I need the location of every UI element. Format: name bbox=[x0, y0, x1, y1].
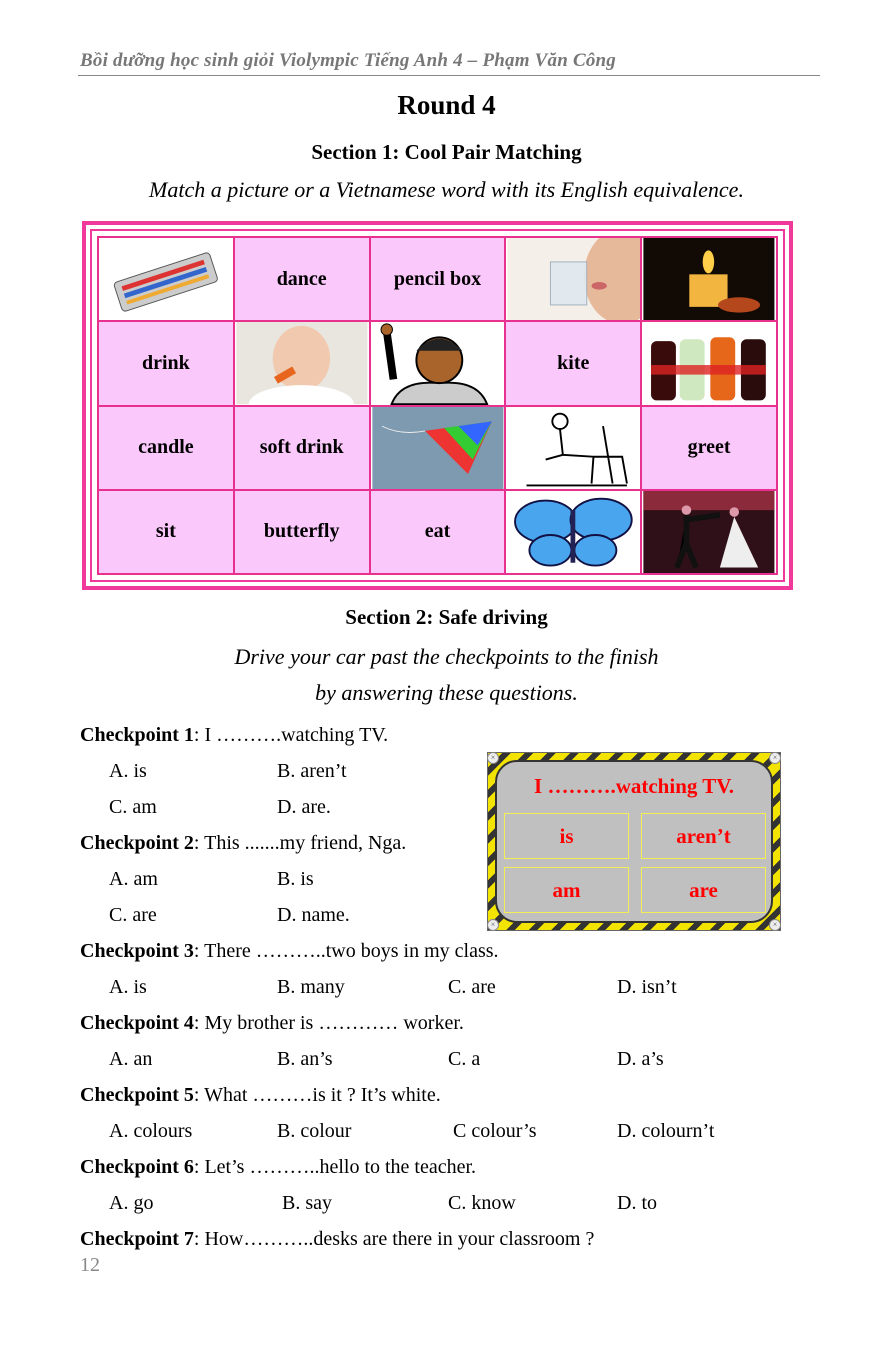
checkpoint-question-text: : What ………is it ? It’s white. bbox=[193, 1084, 441, 1106]
answer-option[interactable]: A. is bbox=[109, 760, 147, 782]
checkpoint-question bbox=[80, 1084, 441, 1107]
match-cell-picture[interactable] bbox=[506, 407, 642, 491]
match-cell-word[interactable] bbox=[371, 238, 507, 322]
dancing-couple-icon bbox=[642, 491, 776, 573]
match-cell-label: soft drink bbox=[259, 436, 344, 459]
checkpoint-question-text: : How………..desks are there in your classroom ? bbox=[193, 1228, 595, 1250]
match-cell-label: candle bbox=[138, 436, 194, 459]
checkpoint-label: Checkpoint 7 bbox=[80, 1228, 194, 1250]
header-rule bbox=[78, 75, 820, 76]
checkpoint-label: Checkpoint 2 bbox=[80, 832, 194, 854]
checkpoint-question bbox=[80, 1228, 594, 1251]
matching-grid-cells bbox=[97, 236, 778, 575]
baby-eating-icon bbox=[235, 322, 369, 404]
game-answer-button[interactable]: aren’t bbox=[641, 813, 766, 859]
checkpoint-label: Checkpoint 1 bbox=[80, 724, 194, 746]
section2-instruction-2: by answering these questions. bbox=[315, 680, 578, 705]
answer-option[interactable]: C. am bbox=[109, 796, 157, 818]
kite-icon bbox=[371, 407, 505, 489]
match-cell-word[interactable] bbox=[99, 491, 235, 575]
butterfly-icon bbox=[506, 491, 640, 573]
checkpoint-label: Checkpoint 3 bbox=[80, 940, 194, 962]
matching-grid bbox=[82, 221, 793, 590]
answer-option[interactable]: B. is bbox=[277, 868, 314, 890]
answer-option[interactable]: C colour’s bbox=[453, 1120, 537, 1142]
match-cell-label: greet bbox=[687, 436, 731, 459]
match-cell-word[interactable] bbox=[371, 491, 507, 575]
answer-option[interactable]: B. colour bbox=[277, 1120, 352, 1142]
answer-option[interactable]: A. an bbox=[109, 1048, 153, 1070]
match-cell-picture[interactable] bbox=[371, 407, 507, 491]
match-cell-word[interactable] bbox=[235, 407, 371, 491]
game-answer-button[interactable]: are bbox=[641, 867, 766, 913]
checkpoint-label: Checkpoint 6 bbox=[80, 1156, 194, 1178]
checkpoint-question-text: : I ……….watching TV. bbox=[193, 724, 389, 746]
checkpoint-question bbox=[80, 940, 499, 963]
checkpoint-question-text: : Let’s ………..hello to the teacher. bbox=[193, 1156, 477, 1178]
match-cell-picture[interactable] bbox=[642, 322, 778, 406]
checkpoint-label: Checkpoint 5 bbox=[80, 1084, 194, 1106]
running-header: Bồi dưỡng học sinh giỏi Violympic Tiếng Anh 4 – Phạm Văn Công bbox=[80, 50, 616, 71]
answer-option[interactable]: C. a bbox=[448, 1048, 481, 1070]
answer-option[interactable]: D. a’s bbox=[617, 1048, 664, 1070]
answer-option[interactable]: D. to bbox=[617, 1192, 657, 1214]
checkpoint-question bbox=[80, 1012, 464, 1035]
game-answer-button[interactable]: am bbox=[504, 867, 629, 913]
checkpoint-question bbox=[80, 832, 406, 855]
match-cell-word[interactable] bbox=[99, 407, 235, 491]
match-cell-label: kite bbox=[557, 351, 590, 374]
section2-instruction-1: Drive your car past the checkpoints to the finish bbox=[234, 644, 659, 669]
answer-option[interactable]: C. are bbox=[448, 976, 496, 998]
answer-option[interactable]: B. an’s bbox=[277, 1048, 333, 1070]
match-cell-word[interactable] bbox=[642, 407, 778, 491]
soft-drinks-icon bbox=[642, 322, 776, 404]
round-title: Round 4 bbox=[397, 90, 496, 120]
match-cell-picture[interactable] bbox=[642, 238, 778, 322]
answer-option[interactable]: D. are. bbox=[277, 796, 331, 818]
answer-option[interactable]: B. many bbox=[277, 976, 345, 998]
match-cell-word[interactable] bbox=[506, 322, 642, 406]
close-icon: × bbox=[769, 752, 781, 764]
match-cell-picture[interactable] bbox=[99, 238, 235, 322]
greeting-boy-icon bbox=[371, 322, 505, 404]
drinking-icon bbox=[506, 238, 640, 320]
sitting-man-icon bbox=[506, 407, 640, 489]
section1-instruction: Match a picture or a Vietnamese word with its English equivalence. bbox=[149, 177, 744, 202]
answer-option[interactable]: A. colours bbox=[109, 1120, 193, 1142]
answer-option[interactable]: D. colourn’t bbox=[617, 1120, 715, 1142]
game-question: I ……….watching TV. bbox=[534, 774, 734, 798]
close-icon: × bbox=[487, 919, 499, 931]
answer-option[interactable]: B. say bbox=[282, 1192, 332, 1214]
match-cell-picture[interactable] bbox=[506, 238, 642, 322]
match-cell-word[interactable] bbox=[99, 322, 235, 406]
match-cell-picture[interactable] bbox=[235, 322, 371, 406]
checkpoint-question-text: : My brother is ………… worker. bbox=[193, 1012, 464, 1034]
checkpoint-question bbox=[80, 724, 388, 747]
match-cell-label: drink bbox=[141, 351, 190, 374]
quiz-game-panel bbox=[487, 752, 781, 931]
pencil-box-icon bbox=[99, 238, 233, 320]
answer-option[interactable]: C. know bbox=[448, 1192, 516, 1214]
match-cell-label: pencil box bbox=[393, 267, 482, 290]
answer-option[interactable]: C. are bbox=[109, 904, 157, 926]
answer-option[interactable]: A. is bbox=[109, 976, 147, 998]
section2-title: Section 2: Safe driving bbox=[345, 605, 548, 629]
answer-option[interactable]: A. am bbox=[109, 868, 158, 890]
close-icon: × bbox=[487, 752, 499, 764]
answer-option[interactable]: A. go bbox=[109, 1192, 154, 1214]
close-icon: × bbox=[769, 919, 781, 931]
match-cell-label: dance bbox=[276, 267, 327, 290]
checkpoint-question-text: : There ………..two boys in my class. bbox=[193, 940, 499, 962]
match-cell-picture[interactable] bbox=[506, 491, 642, 575]
checkpoint-question bbox=[80, 1156, 476, 1179]
match-cell-picture[interactable] bbox=[642, 491, 778, 575]
match-cell-label: eat bbox=[424, 520, 451, 543]
match-cell-picture[interactable] bbox=[371, 322, 507, 406]
section1-title: Section 1: Cool Pair Matching bbox=[311, 140, 582, 164]
match-cell-label: sit bbox=[155, 520, 176, 543]
candle-icon bbox=[642, 238, 776, 320]
checkpoint-question-text: : This .......my friend, Nga. bbox=[193, 832, 407, 854]
checkpoint-label: Checkpoint 4 bbox=[80, 1012, 194, 1034]
answer-option[interactable]: B. aren’t bbox=[277, 760, 347, 782]
answer-option[interactable]: D. isn’t bbox=[617, 976, 677, 998]
page-number: 12 bbox=[80, 1254, 100, 1276]
match-cell-label: butterfly bbox=[263, 520, 340, 543]
match-cell-word[interactable] bbox=[235, 491, 371, 575]
game-answer-button[interactable]: is bbox=[504, 813, 629, 859]
answer-option[interactable]: D. name. bbox=[277, 904, 350, 926]
match-cell-word[interactable] bbox=[235, 238, 371, 322]
